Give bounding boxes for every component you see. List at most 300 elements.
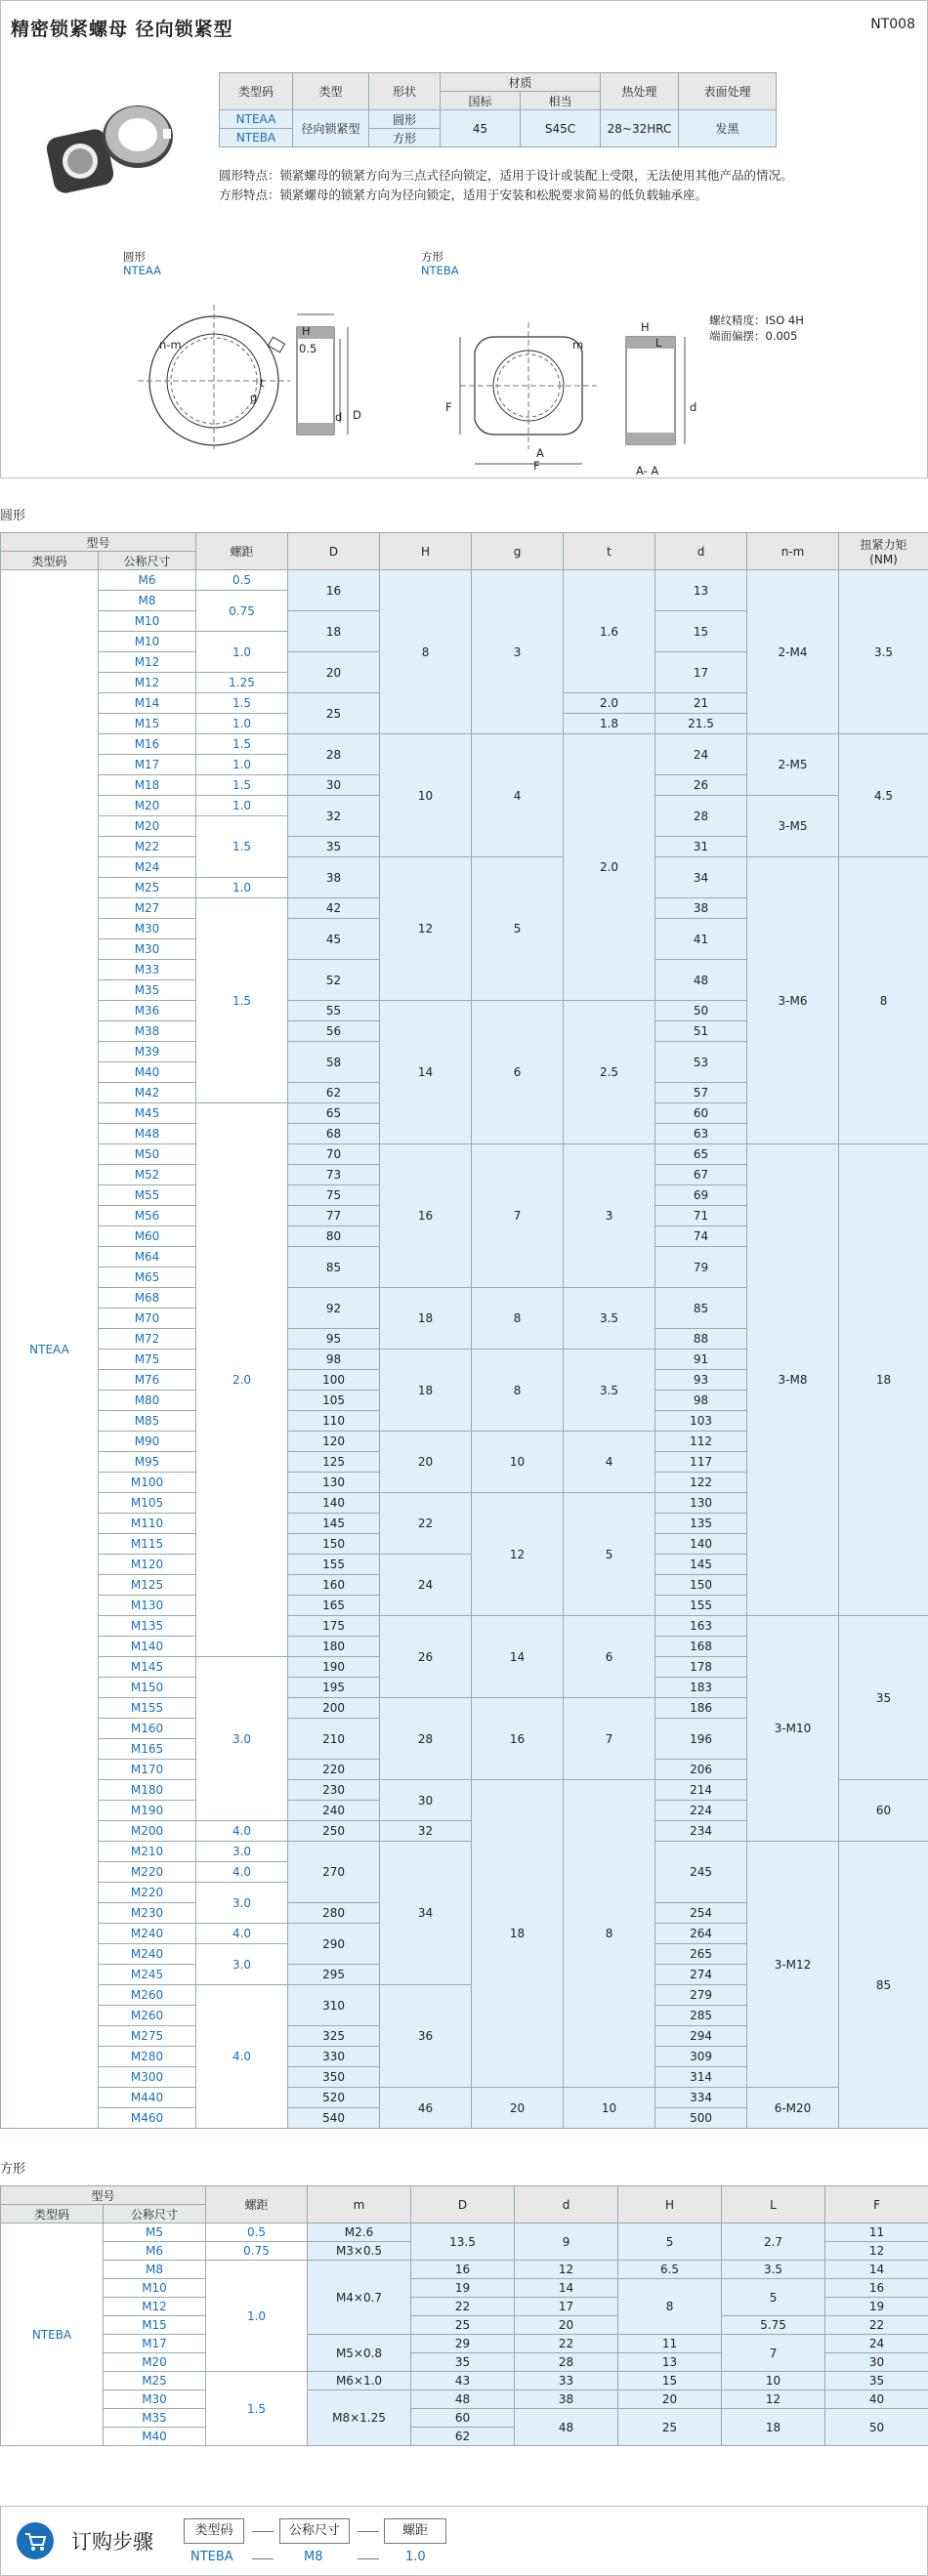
m-cell: M2.6 xyxy=(308,2223,411,2242)
d-cell: 265 xyxy=(655,1944,747,1965)
F-cell: 14 xyxy=(825,2261,928,2279)
d-cell: 155 xyxy=(655,1596,747,1616)
H-cell: 18 xyxy=(380,1288,472,1350)
g-cell: 6 xyxy=(472,1001,564,1144)
d-cell: 91 xyxy=(655,1350,747,1370)
D-cell: 98 xyxy=(288,1350,380,1370)
size-cell: M17 xyxy=(104,2335,206,2353)
L-cell: 18 xyxy=(722,2409,825,2446)
round-size-table xyxy=(0,532,928,2129)
table-row xyxy=(1,2279,928,2298)
spec-gb: 45 xyxy=(441,110,521,147)
D-cell: 29 xyxy=(411,2335,515,2353)
D-cell: 52 xyxy=(288,960,380,1001)
D-cell: 73 xyxy=(288,1165,380,1185)
d-cell: 150 xyxy=(655,1575,747,1596)
nm-cell: 3-M12 xyxy=(747,1842,839,2088)
d-cell: 254 xyxy=(655,1903,747,1924)
h-size: 公称尺寸 xyxy=(104,2205,206,2223)
H-cell: 10 xyxy=(380,734,472,857)
size-cell: M8 xyxy=(99,591,196,611)
g-cell: 3 xyxy=(472,570,564,734)
d-cell: 48 xyxy=(515,2409,618,2446)
g-cell: 10 xyxy=(472,1432,564,1493)
size-cell: M280 xyxy=(99,2047,196,2067)
size-cell: M60 xyxy=(99,1226,196,1247)
size-cell: M460 xyxy=(99,2108,196,2129)
cart-icon xyxy=(17,2522,54,2559)
H-cell: 25 xyxy=(618,2409,722,2446)
pitch-cell: 4.0 xyxy=(196,1862,288,1883)
D-cell: 92 xyxy=(288,1288,380,1329)
size-cell: M18 xyxy=(99,775,196,796)
d-cell: 112 xyxy=(655,1432,747,1452)
size-cell: M22 xyxy=(99,837,196,857)
h-g: g xyxy=(472,533,564,570)
L-cell: 10 xyxy=(722,2372,825,2390)
g-cell: 20 xyxy=(472,2088,564,2129)
L-cell: 5.75 xyxy=(722,2316,825,2335)
D-cell: 270 xyxy=(288,1842,380,1903)
d-cell: 51 xyxy=(655,1021,747,1042)
size-cell: M6 xyxy=(104,2242,206,2261)
size-cell: M135 xyxy=(99,1616,196,1637)
H-cell: 20 xyxy=(618,2390,722,2409)
spec-shape-square: 方形 xyxy=(369,129,441,147)
size-cell: M10 xyxy=(99,611,196,632)
d-cell: 334 xyxy=(655,2088,747,2108)
D-cell: 85 xyxy=(288,1247,380,1288)
h-t: t xyxy=(564,533,655,570)
size-cell: M95 xyxy=(99,1452,196,1473)
spec-h-equiv: 相当 xyxy=(521,92,601,110)
size-cell: M30 xyxy=(99,939,196,960)
order-value-pitch: 1.0 xyxy=(405,2550,426,2564)
t-cell: 7 xyxy=(564,1698,655,1780)
size-cell: M14 xyxy=(99,693,196,714)
L-cell: 12 xyxy=(722,2390,825,2409)
nm-cell: 2-M4 xyxy=(747,570,839,734)
h-size: 公称尺寸 xyxy=(99,552,196,570)
D-cell: 32 xyxy=(288,796,380,837)
d-cell: 65 xyxy=(655,1144,747,1165)
d-cell: 33 xyxy=(515,2372,618,2390)
size-cell: M30 xyxy=(104,2390,206,2409)
F-cell: 19 xyxy=(825,2298,928,2316)
table-row xyxy=(1,1144,928,1165)
size-cell: M180 xyxy=(99,1780,196,1801)
t-cell: 8 xyxy=(564,1780,655,2088)
square-size-table xyxy=(0,2185,928,2446)
size-cell: M130 xyxy=(99,1596,196,1616)
size-cell: M25 xyxy=(104,2372,206,2390)
pitch-cell: 1.0 xyxy=(196,796,288,816)
D-cell: 25 xyxy=(288,693,380,734)
size-cell: M200 xyxy=(99,1821,196,1842)
order-dash-3 xyxy=(252,2558,274,2559)
d-cell: 34 xyxy=(655,857,747,898)
spec-h-material: 材质 xyxy=(441,73,601,92)
size-cell: M64 xyxy=(99,1247,196,1267)
g-cell: 18 xyxy=(472,1780,564,2088)
d-cell: 17 xyxy=(655,652,747,693)
size-cell: M80 xyxy=(99,1391,196,1411)
D-cell: 540 xyxy=(288,2108,380,2129)
size-cell: M40 xyxy=(99,1062,196,1083)
order-dash-4 xyxy=(358,2558,379,2559)
round-code: NTEAA xyxy=(123,264,161,277)
type-code-cell: NTEAA xyxy=(1,570,99,2129)
D-cell: 56 xyxy=(288,1021,380,1042)
overview-panel xyxy=(0,49,928,478)
nm-cell: 3-M10 xyxy=(747,1616,839,1842)
D-cell: 42 xyxy=(288,898,380,919)
size-cell: M56 xyxy=(99,1206,196,1226)
table-row xyxy=(1,2316,928,2335)
torque-cell: 60 xyxy=(839,1780,928,1842)
F-cell: 22 xyxy=(825,2316,928,2335)
d-cell: 50 xyxy=(655,1001,747,1021)
table-row xyxy=(1,2390,928,2409)
spec-h-heat: 热处理 xyxy=(601,73,679,110)
d-cell: 26 xyxy=(655,775,747,796)
D-cell: 250 xyxy=(288,1821,380,1842)
size-cell: M68 xyxy=(99,1288,196,1309)
pitch-cell: 1.5 xyxy=(196,734,288,755)
d-cell: 17 xyxy=(515,2298,618,2316)
size-cell: M110 xyxy=(99,1514,196,1534)
torque-cell: 85 xyxy=(839,1842,928,2129)
D-cell: 325 xyxy=(288,2026,380,2047)
D-cell: 45 xyxy=(288,919,380,960)
d-cell: 168 xyxy=(655,1637,747,1657)
D-cell: 350 xyxy=(288,2067,380,2088)
nm-cell: 6-M20 xyxy=(747,2088,839,2129)
g-cell: 12 xyxy=(472,1493,564,1616)
size-cell: M52 xyxy=(99,1165,196,1185)
D-cell: 295 xyxy=(288,1965,380,1985)
size-cell: M125 xyxy=(99,1575,196,1596)
spec-equiv: S45C xyxy=(521,110,601,147)
h-torque: 扭紧力矩 (NM) xyxy=(839,533,928,570)
d-cell: 245 xyxy=(655,1842,747,1903)
D-cell: 125 xyxy=(288,1452,380,1473)
D-cell: 130 xyxy=(288,1473,380,1493)
D-cell: 19 xyxy=(411,2279,515,2298)
d-cell: 117 xyxy=(655,1452,747,1473)
t-cell: 4 xyxy=(564,1432,655,1493)
d-cell: 122 xyxy=(655,1473,747,1493)
D-cell: 18 xyxy=(288,611,380,652)
size-cell: M245 xyxy=(99,1965,196,1985)
size-cell: M27 xyxy=(99,898,196,919)
dim-g: g xyxy=(250,391,258,404)
d-cell: 183 xyxy=(655,1678,747,1698)
pitch-cell: 1.25 xyxy=(196,673,288,693)
spec-h-surface: 表面处理 xyxy=(679,73,777,110)
size-cell: M12 xyxy=(104,2298,206,2316)
table-row xyxy=(1,734,928,755)
D-cell: 240 xyxy=(288,1801,380,1821)
order-dash-2 xyxy=(358,2531,379,2532)
t-cell: 1.6 xyxy=(564,570,655,693)
section-square-title: 方形 xyxy=(0,2162,26,2177)
H-cell: 20 xyxy=(380,1432,472,1493)
D-cell: 145 xyxy=(288,1514,380,1534)
d-cell: 178 xyxy=(655,1657,747,1678)
size-cell: M76 xyxy=(99,1370,196,1391)
h-d: d xyxy=(515,2186,618,2223)
t-cell: 6 xyxy=(564,1616,655,1698)
h-H: H xyxy=(380,533,472,570)
d-cell: 163 xyxy=(655,1616,747,1637)
size-cell: M50 xyxy=(99,1144,196,1165)
size-cell: M39 xyxy=(99,1042,196,1062)
H-cell: 22 xyxy=(380,1493,472,1555)
D-cell: 30 xyxy=(288,775,380,796)
table-row xyxy=(1,857,928,878)
D-cell: 230 xyxy=(288,1780,380,1801)
D-cell: 165 xyxy=(288,1596,380,1616)
size-cell: M65 xyxy=(99,1267,196,1288)
size-cell: M220 xyxy=(99,1862,196,1883)
D-cell: 80 xyxy=(288,1226,380,1247)
h-pitch: 螺距 xyxy=(196,533,288,570)
H-cell: 6.5 xyxy=(618,2261,722,2279)
D-cell: 280 xyxy=(288,1903,380,1924)
size-cell: M16 xyxy=(99,734,196,755)
round-label: 圆形 xyxy=(123,250,146,264)
t-cell: 2.5 xyxy=(564,1001,655,1144)
size-cell: M20 xyxy=(99,796,196,816)
dim-H-round: H xyxy=(302,324,311,338)
d-cell: 98 xyxy=(655,1391,747,1411)
size-cell: M140 xyxy=(99,1637,196,1657)
D-cell: 290 xyxy=(288,1924,380,1965)
H-cell: 32 xyxy=(380,1821,472,1842)
pitch-cell: 1.5 xyxy=(196,816,288,878)
d-cell: 14 xyxy=(515,2279,618,2298)
d-cell: 309 xyxy=(655,2047,747,2067)
pitch-cell: 0.5 xyxy=(196,570,288,591)
d-cell: 28 xyxy=(515,2353,618,2372)
g-cell: 16 xyxy=(472,1698,564,1780)
h-D: D xyxy=(411,2186,515,2223)
D-cell: 55 xyxy=(288,1001,380,1021)
D-cell: 68 xyxy=(288,1124,380,1144)
D-cell: 28 xyxy=(288,734,380,775)
spec-h-shape: 形状 xyxy=(369,73,441,110)
dim-H-square: H xyxy=(641,320,650,334)
size-cell: M40 xyxy=(104,2428,206,2446)
g-cell: 14 xyxy=(472,1616,564,1698)
D-cell: 310 xyxy=(288,1985,380,2026)
dim-L: L xyxy=(655,336,662,350)
D-cell: 210 xyxy=(288,1719,380,1760)
size-cell: M160 xyxy=(99,1719,196,1739)
d-cell: 145 xyxy=(655,1555,747,1575)
d-cell: 186 xyxy=(655,1698,747,1719)
t-cell: 3 xyxy=(564,1144,655,1288)
pitch-cell: 3.0 xyxy=(196,1944,288,1985)
nm-cell: 2-M5 xyxy=(747,734,839,796)
d-cell: 21.5 xyxy=(655,714,747,734)
size-cell: M24 xyxy=(99,857,196,878)
size-cell: M115 xyxy=(99,1534,196,1555)
h-m: m xyxy=(308,2186,411,2223)
size-cell: M12 xyxy=(99,673,196,693)
table-row xyxy=(1,2335,928,2353)
size-cell: M75 xyxy=(99,1350,196,1370)
D-cell: 200 xyxy=(288,1698,380,1719)
d-cell: 93 xyxy=(655,1370,747,1391)
size-cell: M85 xyxy=(99,1411,196,1432)
dim-D: D xyxy=(353,408,361,422)
spec-type: 径向锁紧型 xyxy=(293,110,369,147)
D-cell: 38 xyxy=(288,857,380,898)
pitch-cell: 1.0 xyxy=(196,878,288,898)
spec-code-square: NTEBA xyxy=(220,129,293,147)
d-cell: 74 xyxy=(655,1226,747,1247)
H-cell: 8 xyxy=(618,2279,722,2335)
note-square: 方形特点：锁紧螺母的锁紧方向为径向锁定，适用于安装和松脱要求简易的低负载轴承座。 xyxy=(219,187,708,202)
table-row xyxy=(1,570,928,591)
d-cell: 20 xyxy=(515,2316,618,2335)
pitch-cell: 3.0 xyxy=(196,1883,288,1924)
torque-cell: 4.5 xyxy=(839,734,928,857)
pitch-cell: 4.0 xyxy=(196,1985,288,2129)
D-cell: 77 xyxy=(288,1206,380,1226)
H-cell: 13 xyxy=(618,2353,722,2372)
size-cell: M300 xyxy=(99,2067,196,2088)
h-F: F xyxy=(825,2186,928,2223)
d-cell: 57 xyxy=(655,1083,747,1103)
g-cell: 8 xyxy=(472,1288,564,1350)
d-cell: 63 xyxy=(655,1124,747,1144)
D-cell: 180 xyxy=(288,1637,380,1657)
L-cell: 3.5 xyxy=(722,2261,825,2279)
pitch-cell: 3.0 xyxy=(196,1657,288,1821)
size-cell: M55 xyxy=(99,1185,196,1206)
d-cell: 130 xyxy=(655,1493,747,1514)
h-nm: n-m xyxy=(747,533,839,570)
order-steps xyxy=(0,2506,928,2576)
precision-runout: 端面偏摆：0.005 xyxy=(709,329,798,343)
dim-m: m xyxy=(572,338,584,352)
d-cell: 279 xyxy=(655,1985,747,2006)
spec-shape-round: 圆形 xyxy=(369,110,441,129)
D-cell: 105 xyxy=(288,1391,380,1411)
D-cell: 120 xyxy=(288,1432,380,1452)
F-cell: 50 xyxy=(825,2409,928,2446)
table-row xyxy=(1,1842,928,1862)
H-cell: 8 xyxy=(380,570,472,734)
size-cell: M35 xyxy=(104,2409,206,2428)
D-cell: 95 xyxy=(288,1329,380,1350)
m-cell: M5×0.8 xyxy=(308,2335,411,2372)
spec-surface: 发黑 xyxy=(679,110,777,147)
h-H: H xyxy=(618,2186,722,2223)
pitch-cell: 0.75 xyxy=(206,2242,308,2261)
d-cell: 196 xyxy=(655,1719,747,1760)
d-cell: 224 xyxy=(655,1801,747,1821)
D-cell: 110 xyxy=(288,1411,380,1432)
pitch-cell: 4.0 xyxy=(196,1924,288,1944)
size-cell: M165 xyxy=(99,1739,196,1760)
g-cell: 4 xyxy=(472,734,564,857)
F-cell: 16 xyxy=(825,2279,928,2298)
D-cell: 13.5 xyxy=(411,2223,515,2261)
spec-h-gb: 国标 xyxy=(441,92,521,110)
size-cell: M12 xyxy=(99,652,196,673)
pitch-cell: 1.5 xyxy=(196,898,288,1103)
d-cell: 214 xyxy=(655,1780,747,1801)
pitch-cell: 1.5 xyxy=(206,2372,308,2446)
h-pitch: 螺距 xyxy=(206,2186,308,2223)
d-cell: 15 xyxy=(655,611,747,652)
H-cell: 36 xyxy=(380,1985,472,2088)
size-cell: M230 xyxy=(99,1903,196,1924)
D-cell: 20 xyxy=(288,652,380,693)
D-cell: 16 xyxy=(411,2261,515,2279)
type-code-cell: NTEBA xyxy=(1,2223,104,2446)
D-cell: 520 xyxy=(288,2088,380,2108)
F-cell: 30 xyxy=(825,2353,928,2372)
d-cell: 85 xyxy=(655,1288,747,1329)
header-row xyxy=(1,2186,928,2205)
m-cell: M6×1.0 xyxy=(308,2372,411,2390)
size-cell: M45 xyxy=(99,1103,196,1124)
size-cell: M72 xyxy=(99,1329,196,1350)
round-drawing xyxy=(113,283,387,449)
F-cell: 24 xyxy=(825,2335,928,2353)
size-cell: M5 xyxy=(104,2223,206,2242)
size-cell: M15 xyxy=(99,714,196,734)
size-cell: M260 xyxy=(99,2006,196,2026)
D-cell: 160 xyxy=(288,1575,380,1596)
d-cell: 60 xyxy=(655,1103,747,1124)
t-cell: 2.0 xyxy=(564,734,655,1001)
table-row xyxy=(1,1616,928,1637)
note-round: 圆形特点：锁紧螺母的锁紧方向为三点式径向锁定，适用于设计或装配上受限，无法使用其他产品的情况。 xyxy=(219,168,793,183)
table-row xyxy=(1,2261,928,2279)
d-cell: 41 xyxy=(655,919,747,960)
D-cell: 25 xyxy=(411,2316,515,2335)
page-title: 精密锁紧螺母 径向锁紧型 xyxy=(11,19,233,40)
order-label-size: 公称尺寸 xyxy=(279,2518,350,2544)
D-cell: 35 xyxy=(411,2353,515,2372)
pitch-cell: 1.0 xyxy=(206,2261,308,2372)
d-cell: 88 xyxy=(655,1329,747,1350)
size-cell: M25 xyxy=(99,878,196,898)
d-cell: 79 xyxy=(655,1247,747,1288)
D-cell: 190 xyxy=(288,1657,380,1678)
order-dash-1 xyxy=(252,2531,274,2532)
pitch-cell: 2.0 xyxy=(196,1103,288,1657)
section-round-title: 圆形 xyxy=(0,509,26,523)
dim-d-round: d xyxy=(335,410,343,424)
pitch-cell: 1.5 xyxy=(196,775,288,796)
size-cell: M38 xyxy=(99,1021,196,1042)
D-cell: 70 xyxy=(288,1144,380,1165)
D-cell: 58 xyxy=(288,1042,380,1083)
d-cell: 24 xyxy=(655,734,747,775)
order-label-code: 类型码 xyxy=(184,2518,244,2544)
d-cell: 13 xyxy=(655,570,747,611)
d-cell: 21 xyxy=(655,693,747,714)
m-cell: M3×0.5 xyxy=(308,2242,411,2261)
F-cell: 35 xyxy=(825,2372,928,2390)
